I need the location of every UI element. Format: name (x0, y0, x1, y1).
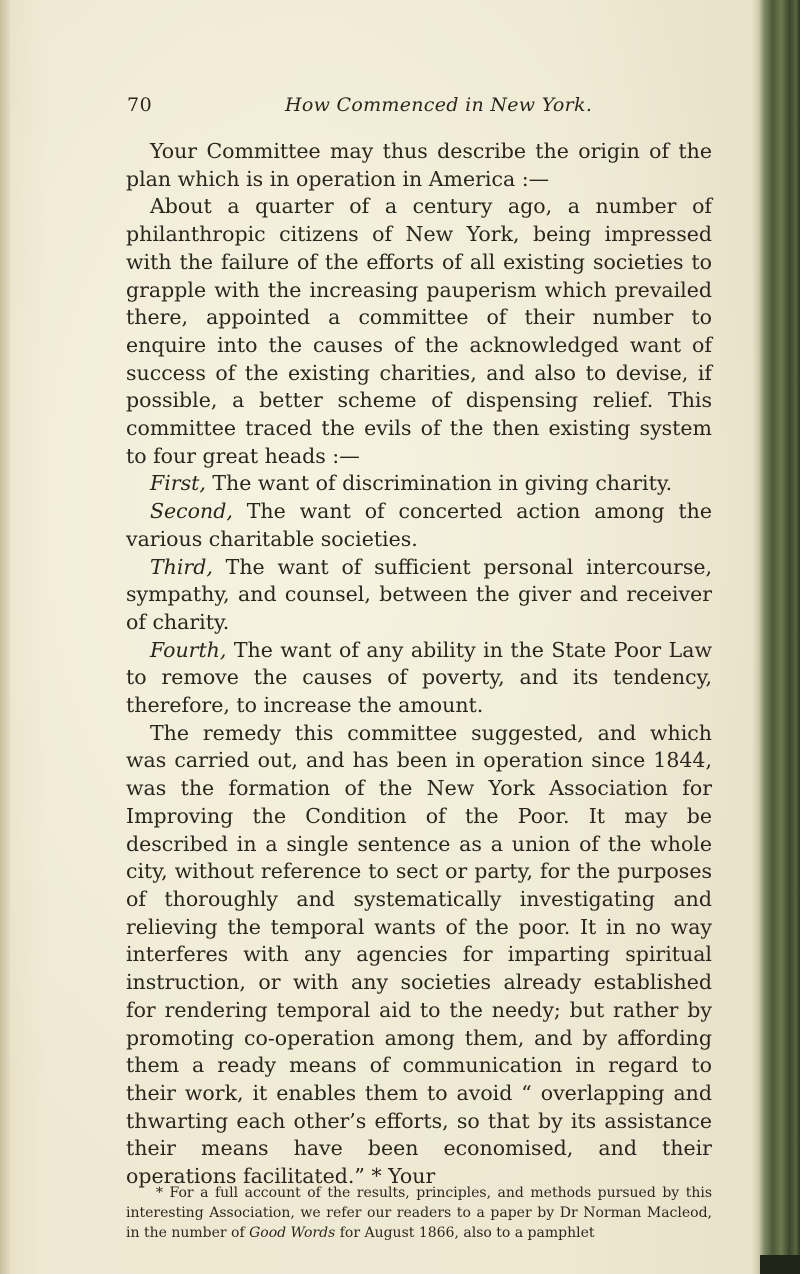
paragraph-remedy: The remedy this committee suggested, and which was carried out, and has been in operation since 1844, was the formation of the New York Association for Improving the Condition of the Poor. It may be described in a single sentence as a union of the whole city, without reference to sect or party, for the purposes of thoroughly and systematically investigating and relieving the temporal wants of the poor. It in no way interferes with any agencies for imparting spiritual instruction, or with any societies already established for rendering temporal aid to the needy; but rather by promoting co-operation among them, and by affording them a ready means of communication in regard to their work, it enables them to avoid “ overlapping and thwarting each other’s efforts, so that by its assistance their means have been economised, and their operations facilitated.” * Your (126, 720, 712, 1189)
lead-word-third: Third, (150, 554, 213, 579)
paragraph-fourth (126, 637, 712, 720)
running-title: How Commenced in New York. (285, 94, 593, 116)
body-text (126, 138, 712, 1191)
paragraph-first (126, 470, 712, 498)
footnote-part-1: * For a full account of the results, principles, and methods pursued by this interesting Association, we refer our readers to a paper by Dr Norman Macleod, in the number of (126, 1185, 712, 1241)
paragraph-history: About a quarter of a century ago, a number of philanthropic citizens of New York, being impressed with the failure of the efforts of all existing societies to grapple with the increasing pauperism which prevailed there, appointed a committee of their number to enquire into the causes of the acknowledged want of success of the existing charities, and also to devise, if possible, a better scheme of dispensing relief. This committee traced the evils of the then existing system to four great heads :— (126, 194, 712, 468)
paragraph-third (126, 554, 712, 637)
first-text: The want of discrimination in giving charity. (205, 471, 673, 496)
page-left-edge (0, 0, 10, 1274)
footnote-part-2: for August 1866, also to a pamphlet (335, 1225, 595, 1241)
footnote-text (126, 1183, 712, 1243)
lead-word-second: Second, (150, 499, 233, 524)
book-corner-shadow (760, 1255, 800, 1274)
page-number: 70 (127, 94, 153, 116)
fourth-text: The want of any ability in the State Poor Law to remove the causes of poverty, and its tendency, therefore, to increase the amount. (126, 637, 712, 718)
footnote (126, 1183, 712, 1243)
third-text: The want of sufficient personal intercourse, sympathy, and counsel, between the giver and receiver of charity. (126, 554, 712, 634)
footnote-journal-title: Good Words (249, 1225, 336, 1241)
paragraph-second (126, 498, 712, 553)
book-binding-edge (758, 0, 800, 1274)
lead-word-first: First, (150, 471, 206, 496)
page-header (0, 94, 800, 122)
paragraph-intro: Your Committee may thus describe the origin of the plan which is in operation in America :— (126, 139, 712, 191)
second-text: The want of concerted action among the various charitable societies. (126, 499, 712, 551)
lead-word-fourth: Fourth, (150, 637, 227, 662)
